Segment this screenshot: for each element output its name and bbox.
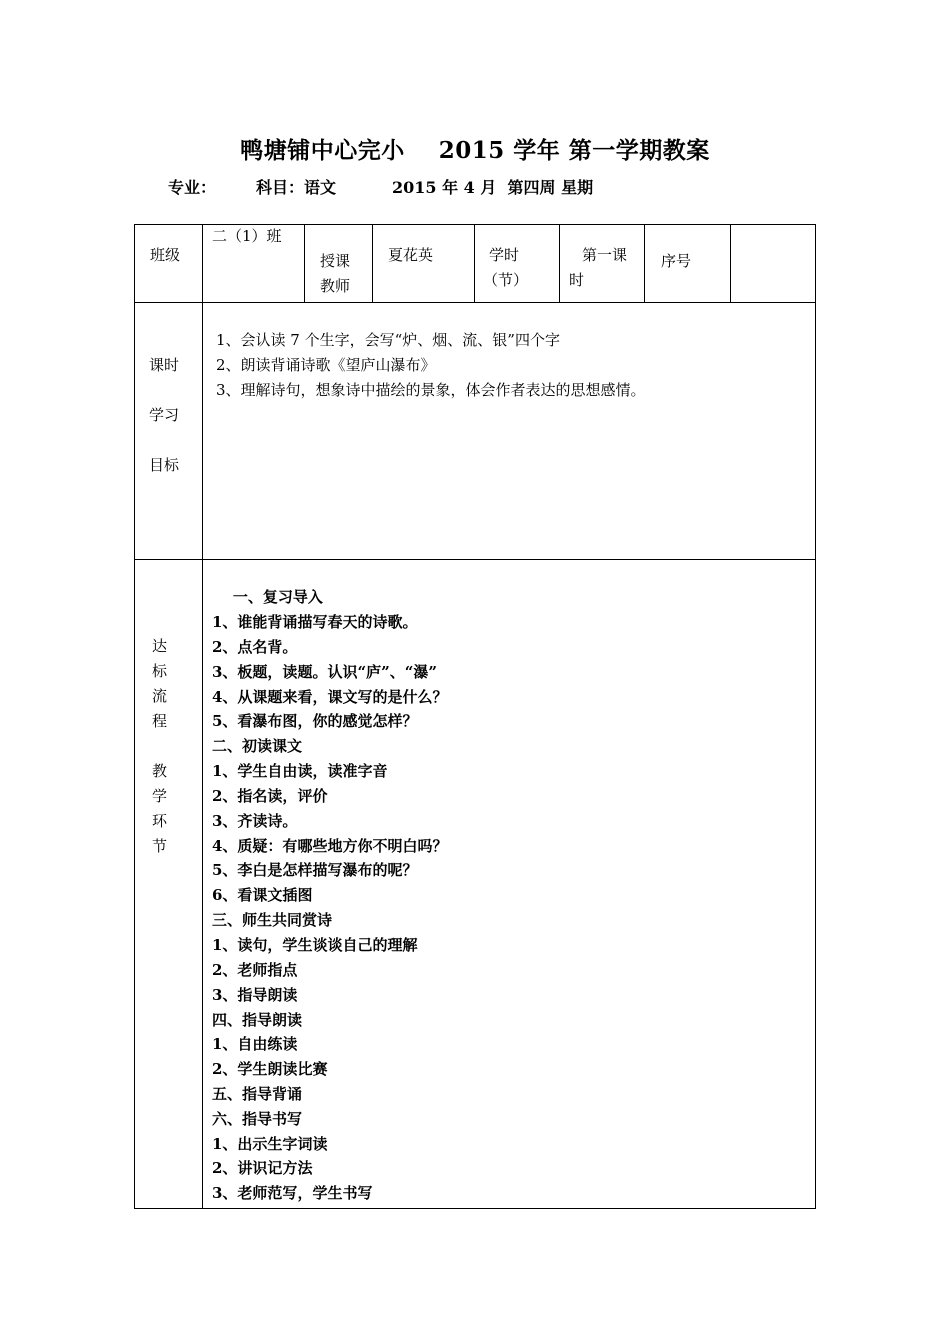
sequence-label: 序号 bbox=[661, 252, 692, 270]
row-divider bbox=[134, 302, 816, 303]
specialty-label: 专业： bbox=[168, 178, 217, 197]
process-label-char: 流 bbox=[152, 687, 168, 705]
objectives-label-line3: 目标 bbox=[149, 456, 180, 474]
process-step: 2、指名读，评价 bbox=[212, 787, 328, 805]
process-label-char: 达 bbox=[152, 637, 168, 655]
process-step: 3、老师范写，学生书写 bbox=[212, 1184, 373, 1202]
objectives-label-line2: 学习 bbox=[149, 406, 180, 424]
row-divider bbox=[134, 559, 816, 560]
column-divider bbox=[304, 224, 305, 302]
process-step: 4、质疑：有哪些地方你不明白吗？ bbox=[212, 837, 448, 855]
objective-item: 1、会认读 7 个生字，会写“炉、烟、流、银”四个字 bbox=[216, 331, 560, 349]
label-column-divider bbox=[202, 224, 203, 1209]
process-step: 3、齐读诗。 bbox=[212, 812, 298, 830]
process-label-char: 学 bbox=[152, 787, 168, 805]
process-step: 1、谁能背诵描写春天的诗歌。 bbox=[212, 613, 418, 631]
process-step: 4、从课题来看，课文写的是什么？ bbox=[212, 688, 448, 706]
process-label-char: 教 bbox=[152, 762, 168, 780]
process-step: 1、学生自由读，读准字音 bbox=[212, 762, 388, 780]
hours-label-line2: （节） bbox=[483, 271, 529, 289]
process-step: 2、讲识记方法 bbox=[212, 1159, 313, 1177]
hours-label-line1: 学时 bbox=[489, 246, 520, 264]
process-step: 二、初读课文 bbox=[212, 737, 303, 755]
process-step: 6、看课文插图 bbox=[212, 886, 313, 904]
process-step: 2、学生朗读比赛 bbox=[212, 1060, 328, 1078]
teacher-value: 夏花英 bbox=[388, 246, 434, 264]
process-label-char: 环 bbox=[152, 812, 168, 830]
process-step: 1、出示生字词读 bbox=[212, 1135, 328, 1153]
objective-item: 3、理解诗句，想象诗中描绘的景象，体会作者表达的思想感情。 bbox=[216, 381, 646, 399]
process-step: 5、看瀑布图，你的感觉怎样？ bbox=[212, 712, 418, 730]
process-step: 2、老师指点 bbox=[212, 961, 298, 979]
page-title: 鸭塘铺中心完小 2015 学年 第一学期教案 bbox=[240, 137, 710, 164]
column-divider bbox=[644, 224, 645, 302]
process-step: 四、指导朗读 bbox=[212, 1011, 303, 1029]
column-divider bbox=[474, 224, 475, 302]
date-label: 2015 年 4 月 第四周 星期 bbox=[392, 178, 594, 197]
hours-value-line2: 时 bbox=[569, 271, 585, 289]
process-step: 2、点名背。 bbox=[212, 638, 298, 656]
hours-value-line1: 第一课 bbox=[582, 246, 628, 264]
subject-label: 科目：语文 bbox=[256, 178, 337, 197]
process-step: 六、指导书写 bbox=[212, 1110, 303, 1128]
process-label-char: 程 bbox=[152, 712, 168, 730]
process-step: 三、师生共同赏诗 bbox=[212, 911, 333, 929]
process-step: 一、复习导入 bbox=[212, 588, 323, 606]
objectives-label-line1: 课时 bbox=[149, 356, 180, 374]
class-label: 班级 bbox=[150, 246, 181, 264]
column-divider bbox=[730, 224, 731, 302]
process-step: 3、板题，读题。认识“庐”、“瀑” bbox=[212, 663, 437, 681]
process-step: 1、读句，学生谈谈自己的理解 bbox=[212, 936, 418, 954]
process-label-char: 标 bbox=[152, 662, 168, 680]
objective-item: 2、朗读背诵诗歌《望庐山瀑布》 bbox=[216, 356, 436, 374]
teacher-label-line2: 教师 bbox=[320, 277, 351, 295]
process-label-char: 节 bbox=[152, 837, 168, 855]
process-step: 5、李白是怎样描写瀑布的呢？ bbox=[212, 861, 418, 879]
process-step: 3、指导朗读 bbox=[212, 986, 298, 1004]
column-divider bbox=[372, 224, 373, 302]
process-step: 1、自由练读 bbox=[212, 1035, 298, 1053]
process-step: 五、指导背诵 bbox=[212, 1085, 303, 1103]
column-divider bbox=[559, 224, 560, 302]
class-value: 二（1）班 bbox=[212, 227, 282, 245]
teacher-label-line1: 授课 bbox=[320, 252, 351, 270]
